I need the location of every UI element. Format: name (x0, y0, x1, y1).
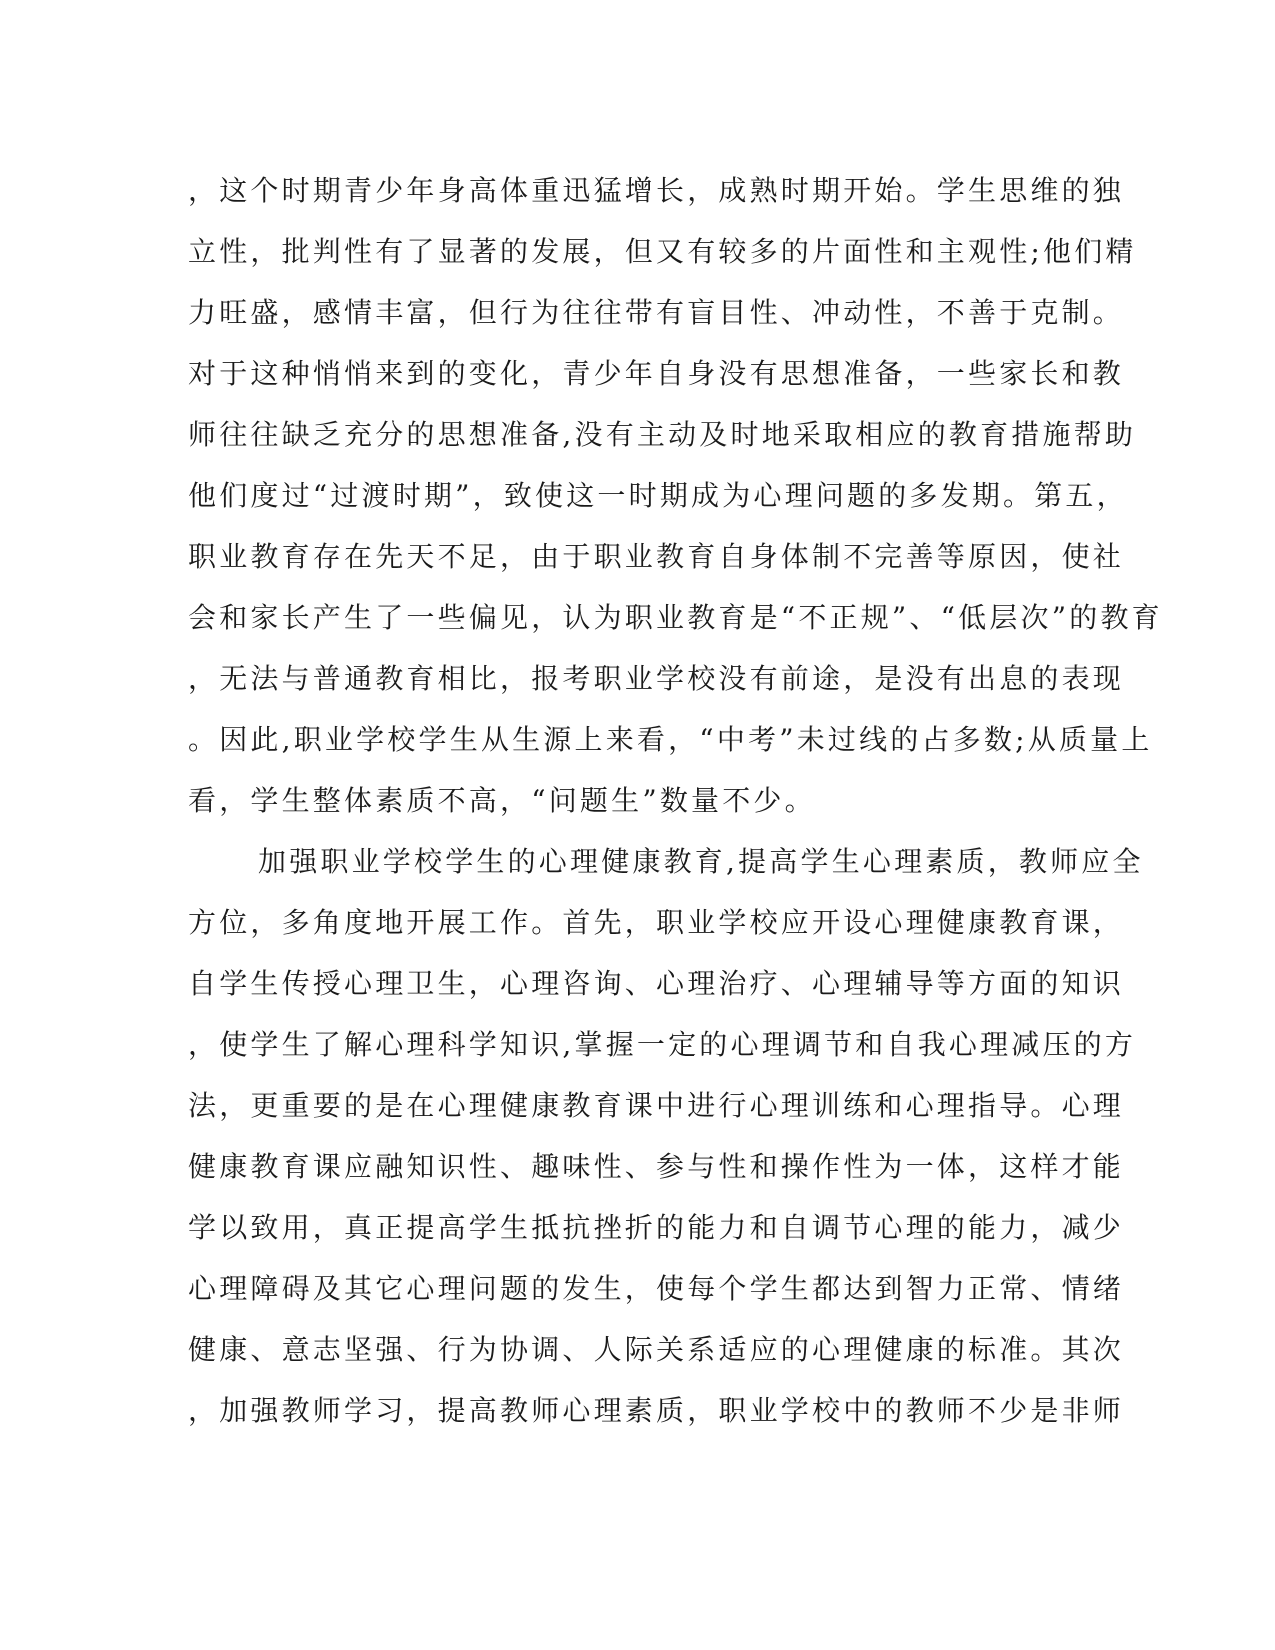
text-line: 他们度过“过渡时期”，致使这一时期成为心理问题的多发期。第五， (188, 479, 1128, 512)
text-line: 心理障碍及其它心理问题的发生，使每个学生都达到智力正常、情绪 (188, 1272, 1125, 1305)
text-line: ，这个时期青少年身高体重迅猛增长，成熟时期开始。学生思维的独 (188, 174, 1125, 207)
text-line: 会和家长产生了一些偏见，认为职业教育是“不正规”、“低层次”的教育 (188, 601, 1163, 634)
text-line: 学以致用，真正提高学生抵抗挫折的能力和自调节心理的能力，减少 (188, 1211, 1125, 1244)
text-line: 对于这种悄悄来到的变化，青少年自身没有思想准备，一些家长和教 (188, 357, 1125, 390)
text-line: 力旺盛，感情丰富，但行为往往带有盲目性、冲动性，不善于克制。 (188, 296, 1125, 329)
text-line: ，使学生了解心理科学知识,掌握一定的心理调节和自我心理减压的方 (188, 1028, 1137, 1061)
text-line: 职业教育存在先天不足，由于职业教育自身体制不完善等原因，使社 (188, 540, 1125, 573)
text-line: 健康、意志坚强、行为协调、人际关系适应的心理健康的标准。其次 (188, 1333, 1125, 1366)
text-line: 师往往缺乏充分的思想准备,没有主动及时地采取相应的教育措施帮助 (188, 418, 1137, 451)
text-line: 健康教育课应融知识性、趣味性、参与性和操作性为一体，这样才能 (188, 1150, 1125, 1183)
text-line: 。因此,职业学校学生从生源上来看，“中考”未过线的占多数;从质量上 (188, 723, 1153, 756)
paragraph-first-line: 加强职业学校学生的心理健康教育,提高学生心理素质，教师应全 (258, 845, 1144, 878)
text-line: 自学生传授心理卫生，心理咨询、心理治疗、心理辅导等方面的知识 (188, 967, 1125, 1000)
text-line: 法，更重要的是在心理健康教育课中进行心理训练和心理指导。心理 (188, 1089, 1125, 1122)
text-line: ，无法与普通教育相比，报考职业学校没有前途，是没有出息的表现 (188, 662, 1125, 695)
text-line: ，加强教师学习，提高教师心理素质，职业学校中的教师不少是非师 (188, 1394, 1125, 1427)
text-line: 看，学生整体素质不高，“问题生”数量不少。 (188, 784, 816, 817)
body-text (188, 160, 1163, 1441)
text-line: 立性，批判性有了显著的发展，但又有较多的片面性和主观性;他们精 (188, 235, 1137, 268)
text-line: 方位，多角度地开展工作。首先，职业学校应开设心理健康教育课， (188, 906, 1125, 939)
